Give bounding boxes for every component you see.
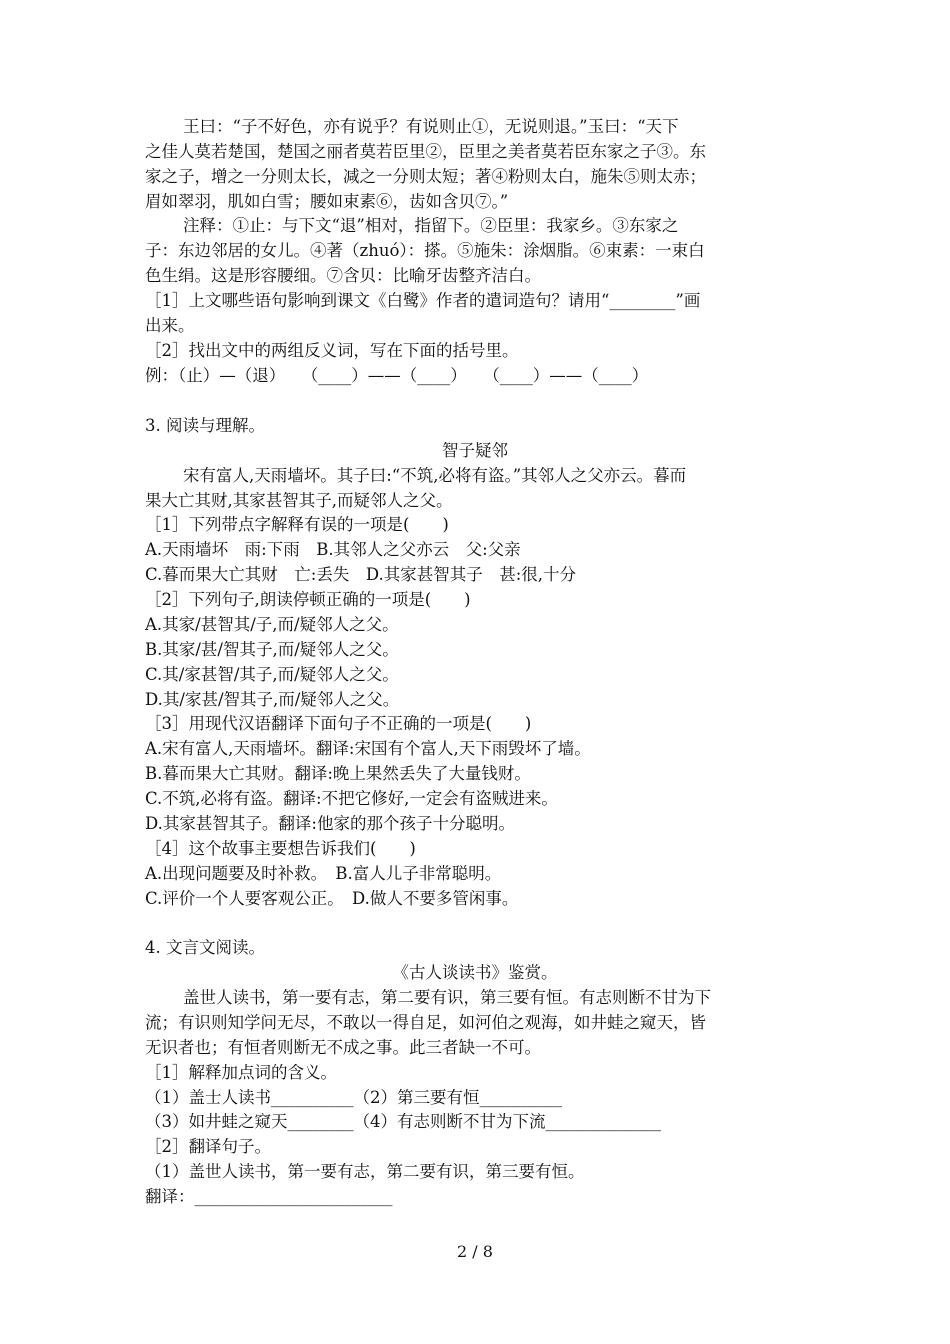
s3-q3-option-a: A.宋有富人,天雨墙坏。翻译:宋国有个富人,天下雨毁坏了墙。	[145, 739, 591, 758]
essay-line-3: 无识者也；有恒者则断无不成之事。此三者缺一不可。	[145, 1038, 541, 1057]
page-number: 2 / 8	[457, 1242, 493, 1261]
question-1-line-2: 出来。	[145, 316, 195, 335]
s3-q2-option-a: A.其家/甚智其/子,而/疑邻人之父。	[145, 615, 399, 634]
s3-q2-option-b: B.其家/甚/智其子,而/疑邻人之父。	[145, 640, 399, 659]
essay-line-2: 流；有识则知学问无尽，不敢以一得自足，如河伯之观海，如井蛙之窥天，皆	[145, 1013, 706, 1032]
s3-q3: ［3］用现代汉语翻译下面句子不正确的一项是( )	[145, 714, 532, 733]
notes-line-3: 色生绢。这是形容腰细。⑦含贝：比喻牙齿整齐洁白。	[145, 266, 541, 285]
s3-q2-option-c: C.其/家甚智/其子,而/疑邻人之父。	[145, 665, 399, 684]
section-3-heading: 3. 阅读与理解。	[145, 416, 265, 435]
question-2: ［2］找出文中的两组反义词，写在下面的括号里。	[145, 341, 519, 360]
s3-q4: ［4］这个故事主要想告诉我们( )	[145, 839, 416, 858]
passage-1-line-2: 之佳人莫若楚国，楚国之丽者莫若臣里②，臣里之美者莫若臣东家之子③。东	[145, 142, 706, 161]
section-4-heading: 4. 文言文阅读。	[145, 938, 265, 957]
s3-q3-option-c: C.不筑,必将有盗。翻译:不把它修好,一定会有盗贼进来。	[145, 789, 558, 808]
s3-q1-option-ab: A.天雨墙坏 雨:下雨 B.其邻人之父亦云 父:父亲	[145, 540, 521, 559]
s3-q4-option-cd: C.评价一个人要客观公正。 D.做人不要多管闲事。	[145, 889, 519, 908]
s4-q2-sentence: （1）盖世人读书，第一要有志，第二要有识，第三要有恒。	[145, 1162, 585, 1181]
s3-q1: ［1］下列带点字解释有误的一项是( )	[145, 515, 449, 534]
question-1-line-1: ［1］上文哪些语句影响到课文《白鹭》作者的遣词造句？请用“________”画	[145, 291, 701, 310]
s4-q1-items-1-2: （1）盖士人读书__________（2）第三要有恒__________	[145, 1088, 562, 1107]
essay-line-1: 盖世人读书，第一要有志，第二要有识，第三要有恒。有志则断不甘为下	[183, 988, 711, 1007]
s3-q2: ［2］下列句子,朗读停顿正确的一项是( )	[145, 590, 471, 609]
s3-q4-option-ab: A.出现问题要及时补救。 B.富人儿子非常聪明。	[145, 864, 502, 883]
story-title: 智子疑邻	[442, 441, 508, 460]
passage-1-line-3: 家之子，增之一分则太长，减之一分则太短；著④粉则太白，施朱⑤则太赤；	[145, 167, 706, 186]
story-line-1: 宋有富人,天雨墙坏。其子曰:“不筑,必将有盗。”其邻人之父亦云。暮而	[183, 466, 687, 485]
translation-blank: 翻译：________________________	[145, 1187, 393, 1206]
s3-q3-option-d: D.其家甚智其子。翻译:他家的那个孩子十分聪明。	[145, 814, 515, 833]
passage-1-line-4: 眉如翠羽，肌如白雪；腰如束素⑥，齿如含贝⑦。”	[145, 192, 509, 211]
notes-line-1: 注释：①止：与下文“退”相对，指留下。②臣里：我家乡。③东家之	[183, 216, 679, 235]
passage-1-line-1: 王曰：“子不好色，亦有说乎？有说则止①，无说则退。”玉曰：“天下	[183, 117, 679, 136]
s3-q1-option-cd: C.暮而果大亡其财 亡:丢失 D.其家甚智其子 甚:很,十分	[145, 565, 577, 584]
s3-q3-option-b: B.暮而果大亡其财。翻译:晚上果然丢失了大量钱财。	[145, 764, 531, 783]
story-line-2: 果大亡其财,其家甚智其子,而疑邻人之父。	[145, 491, 453, 510]
s4-q2: ［2］翻译句子。	[145, 1137, 271, 1156]
s4-q1: ［1］解释加点词的含义。	[145, 1063, 337, 1082]
s3-q2-option-d: D.其/家甚/智其子,而/疑邻人之父。	[145, 690, 400, 709]
antonym-example: 例：（止）—（退） （____）——（____） （____）——（____）	[145, 366, 649, 385]
notes-line-2: 子：东边邻居的女儿。④著（zhuó）：搽。⑤施朱：涂烟脂。⑥束素：一束白	[145, 241, 705, 260]
essay-title: 《古人谈读书》鉴赏。	[392, 963, 558, 982]
s4-q1-items-3-4: （3）如井蛙之窥天________（4）有志则断不甘为下流______________	[145, 1112, 661, 1131]
